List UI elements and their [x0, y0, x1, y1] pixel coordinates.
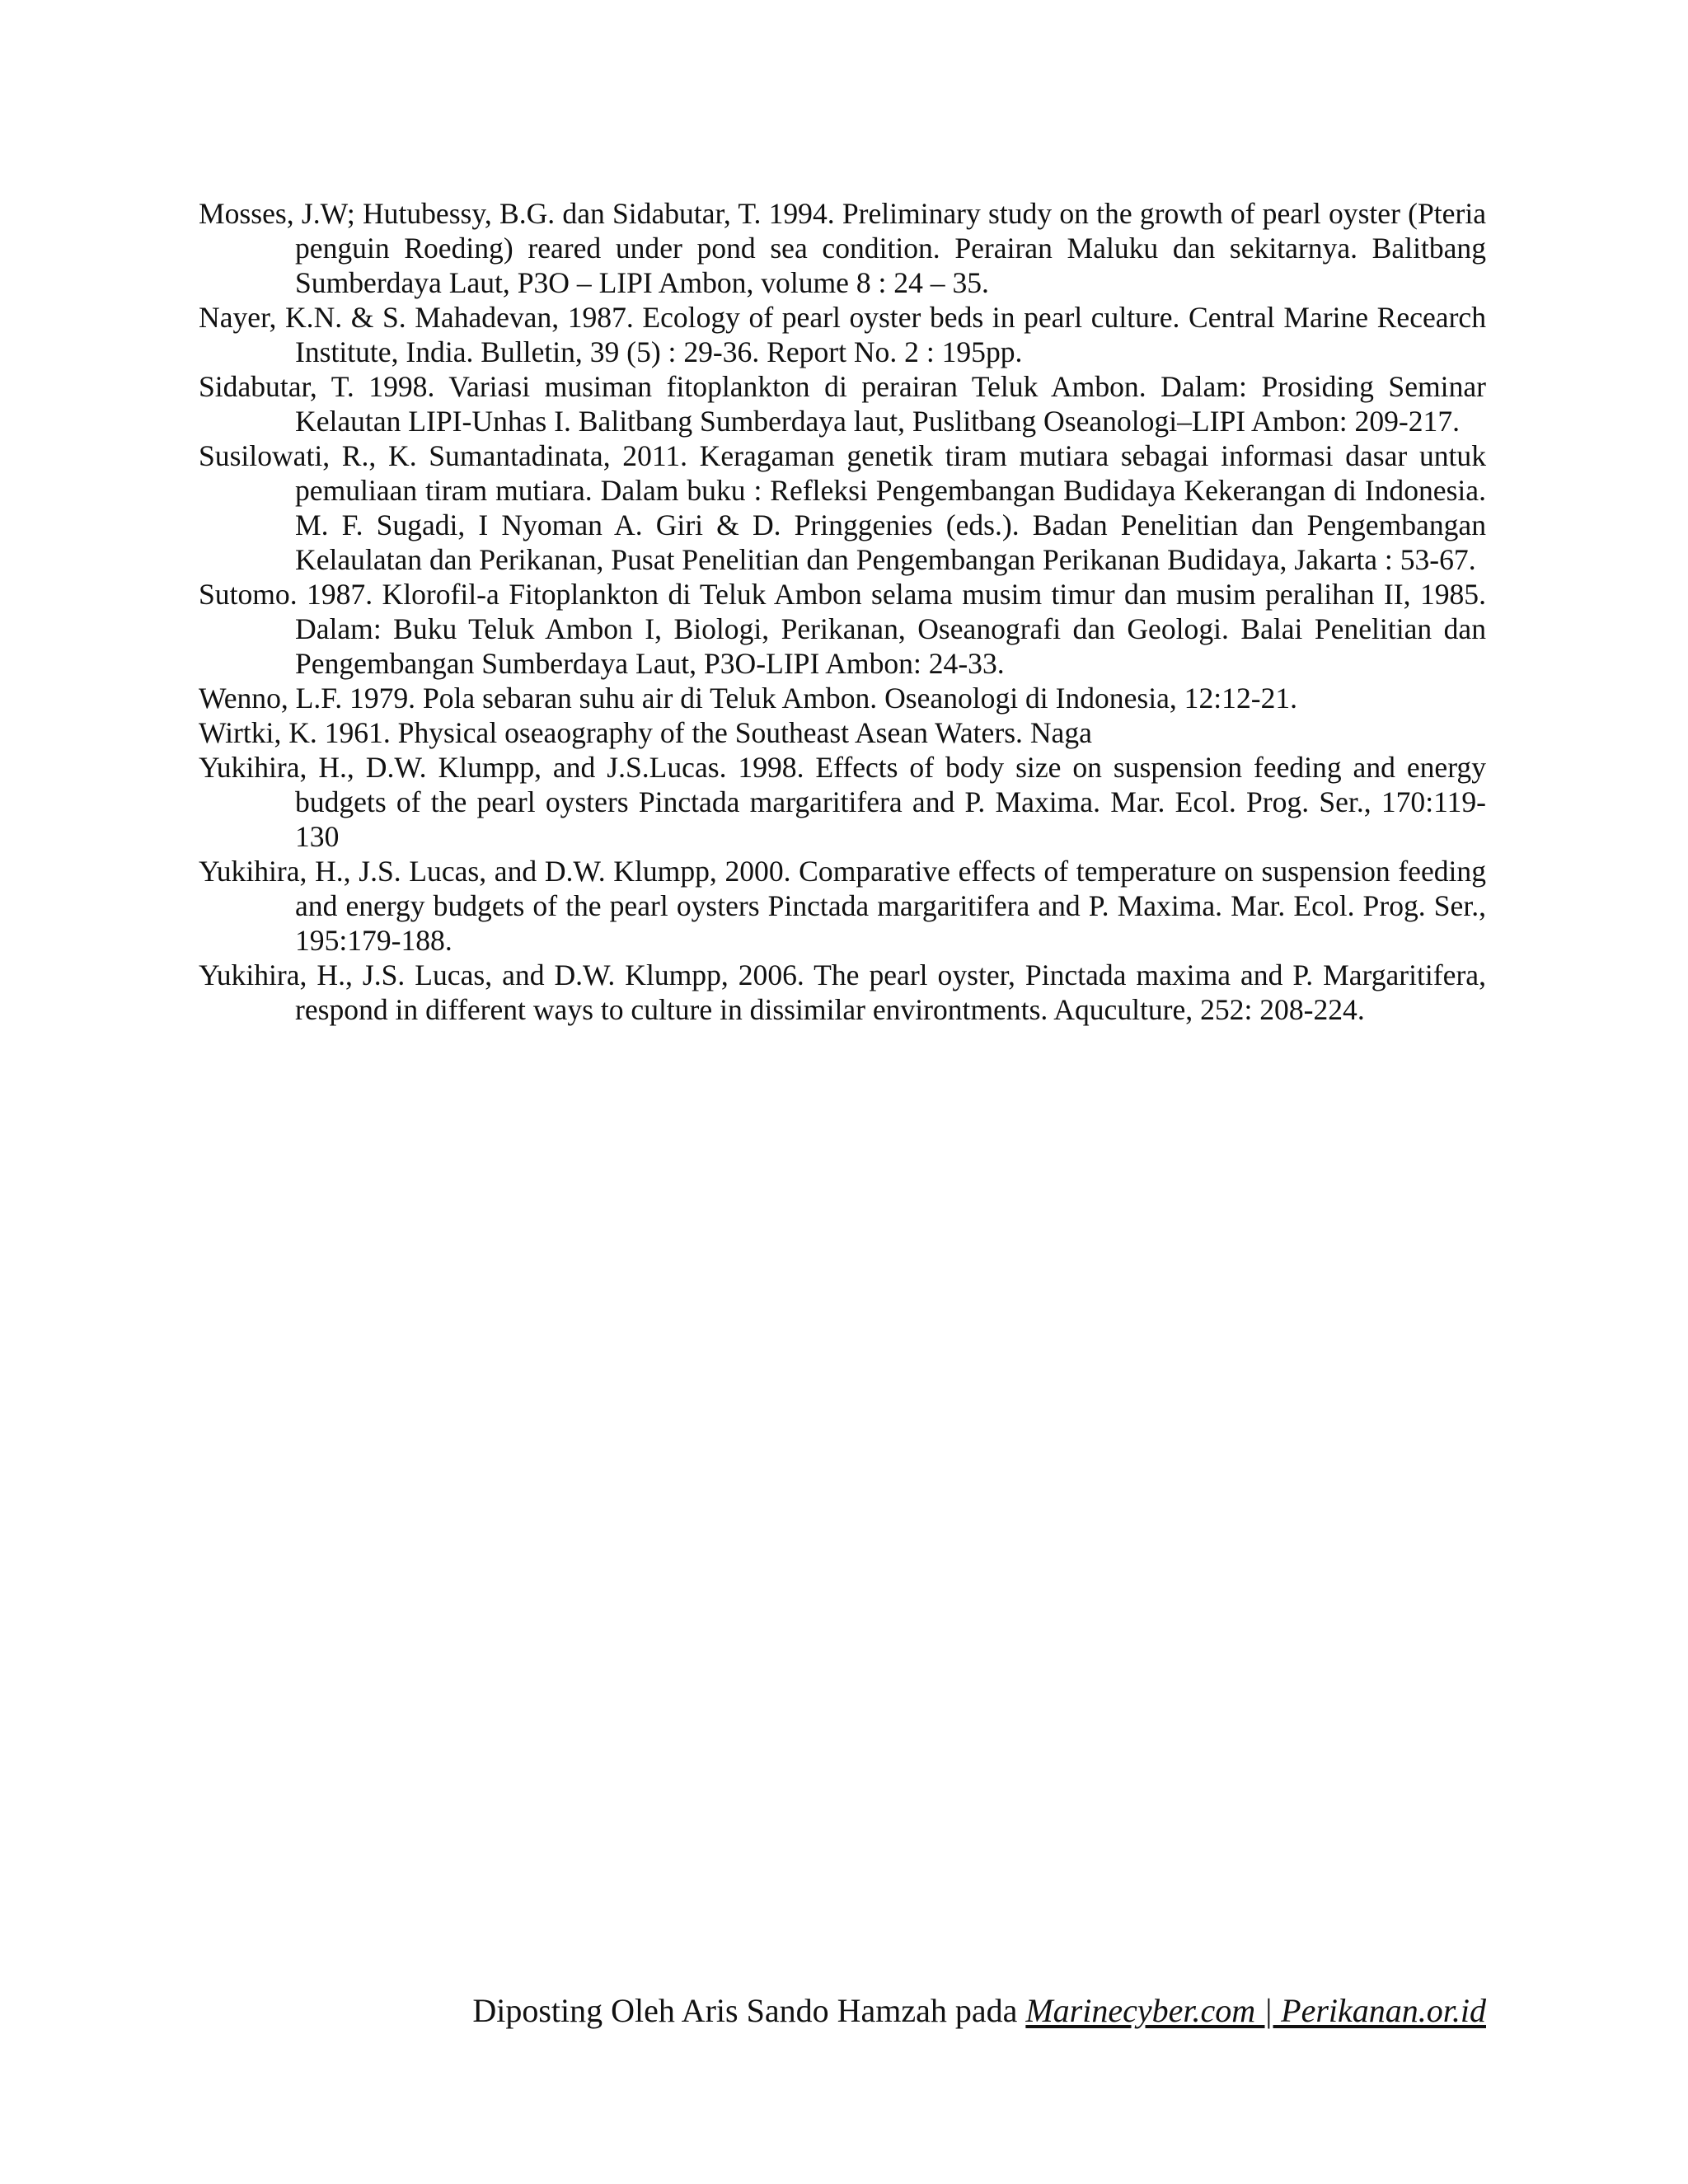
reference-entry: Sutomo. 1987. Klorofil-a Fitoplankton di Teluk Ambon selama musim timur dan musim peralihan II, 1985. Dalam: Buku Teluk Ambon I, Biologi, Perikanan, Oseanografi dan Geologi. Balai Penelitian dan Pengembangan Sumberdaya Laut, P3O-LIPI Ambon: 24-33. [199, 578, 1486, 680]
reference-entry: Wenno, L.F. 1979. Pola sebaran suhu air di Teluk Ambon. Oseanologi di Indonesia, 12:12-21. [199, 682, 1298, 715]
reference-entry: Sidabutar, T. 1998. Variasi musiman fitoplankton di perairan Teluk Ambon. Dalam: Prosiding Seminar Kelautan LIPI-Unhas I. Balitbang Sumberdaya laut, Puslitbang Oseanologi–LIPI Ambon: 209-217. [199, 370, 1486, 438]
reference-entry: Yukihira, H., D.W. Klumpp, and J.S.Lucas. 1998. Effects of body size on suspension feeding and energy budgets of the pearl oysters Pinctada margaritifera and P. Maxima. Mar. Ecol. Prog. Ser., 170:119-130 [199, 751, 1486, 853]
reference-entry: Nayer, K.N. & S. Mahadevan, 1987. Ecology of pearl oyster beds in pearl culture. Central Marine Recearch Institute, India. Bulletin, 39 (5) : 29-36. Report No. 2 : 195pp. [199, 301, 1486, 368]
reference-list [199, 196, 1486, 1027]
reference-entry: Yukihira, H., J.S. Lucas, and D.W. Klumpp, 2006. The pearl oyster, Pinctada maxima and P. Margaritifera, respond in different ways to culture in dissimilar environtments. Aquculture, 252: 208-224. [199, 958, 1486, 1026]
page-footer [472, 1991, 1486, 2031]
reference-entry: Wirtki, K. 1961. Physical oseaography of the Southeast Asean Waters. Naga [199, 716, 1092, 749]
footer-site-link[interactable]: Marinecyber.com | Perikanan.or.id [1025, 1992, 1486, 2029]
reference-entry: Mosses, J.W; Hutubessy, B.G. dan Sidabutar, T. 1994. Preliminary study on the growth of pearl oyster (Pteria penguin Roeding) reared under pond sea condition. Perairan Maluku dan sekitarnya. Balitbang Sumberdaya Laut, P3O – LIPI Ambon, volume 8 : 24 – 35. [199, 197, 1486, 299]
reference-entry: Yukihira, H., J.S. Lucas, and D.W. Klumpp, 2000. Comparative effects of temperature on suspension feeding and energy budgets of the pearl oysters Pinctada margaritifera and P. Maxima. Mar. Ecol. Prog. Ser., 195:179-188. [199, 855, 1486, 957]
reference-entry: Susilowati, R., K. Sumantadinata, 2011. Keragaman genetik tiram mutiara sebagai informasi dasar untuk pemuliaan tiram mutiara. Dalam buku : Refleksi Pengembangan Budidaya Kekerangan di Indonesia. M. F. Sugadi, I Nyoman A. Giri & D. Pringgenies (eds.). Badan Penelitian dan Pengembangan Kelaulatan dan Perikanan, Pusat Penelitian dan Pengembangan Perikanan Budidaya, Jakarta : 53-67. [199, 439, 1486, 576]
footer-posted-by: Diposting Oleh Aris Sando Hamzah pada [472, 1992, 1026, 2029]
